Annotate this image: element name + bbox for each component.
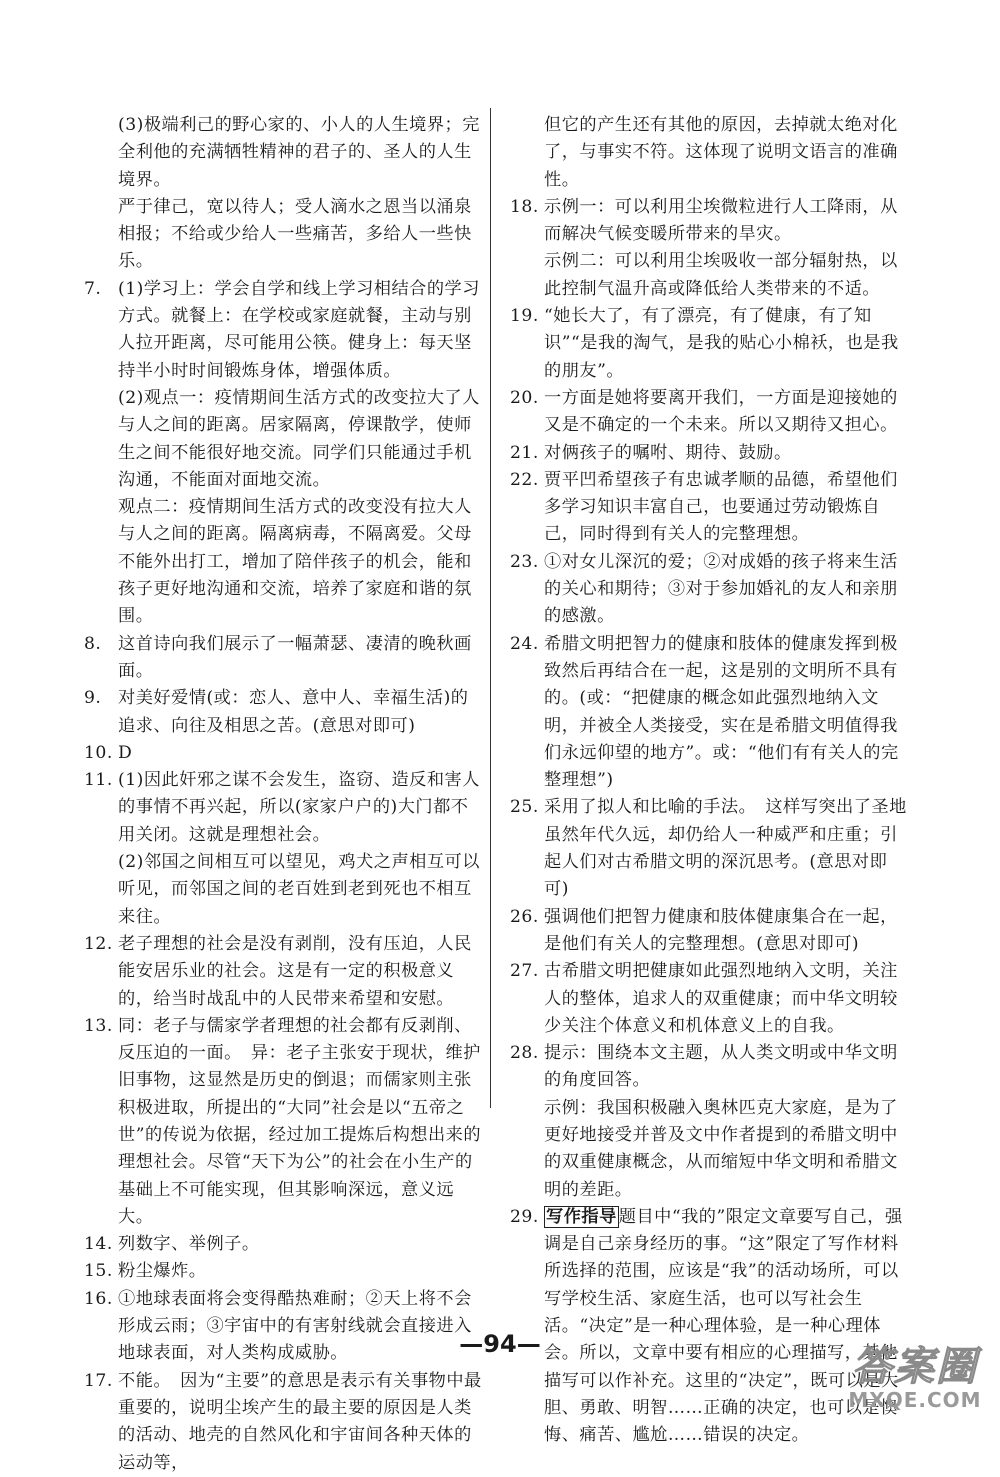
answer-item: 7. (1)学习上：学会自学和线上学习相结合的学习方式。就餐上：在学校或家庭就餐，主动与别人拉开距离，尽可能用公筷。健身上：每天坚持半小时时间锻炼身体，增强体质。 [84,276,482,385]
column-divider [490,108,491,1108]
answer-item: 19. “她长大了，有了漂亮，有了健康，有了知识”“是我的淘气，是我的贴心小棉袄，也是我的朋友”。 [510,303,908,385]
answer-item: 21. 对俩孩子的嘱咐、期待、鼓励。 [510,440,908,467]
answer-item: 24. 希腊文明把智力的健康和肢体的健康发挥到极致然后再结合在一起，这是别的文明所不具有的。(或：“把健康的概念如此强烈地纳入文明，并被全人类接受，实在是希腊文明值得我们永远仰望的地方”。或：“他们有有关人的完整理想”) [510,631,908,795]
item-number: 18. [510,196,539,217]
answer-item: 10. D [84,740,482,767]
item-number: 13. [84,1015,113,1036]
item-number: 8. [84,633,102,654]
item-number: 10. [84,742,113,763]
item-number: 17. [84,1370,113,1391]
watermark-bottom-text: MXQE.COM [848,1388,982,1412]
page-number: —94— [459,1330,541,1358]
item-number: 25. [510,797,539,818]
item-number: 11. [84,770,113,791]
answer-item: 13. 同：老子与儒家学者理想的社会都有反剥削、反压迫的一面。 异：老子主张安于现状，维护旧事物，这显然是历史的倒退；而儒家则主张积极进取，所提出的“大同”社会是以“五帝之世”的传说为依据，经过加工提炼后构想出来的理想社会。尽管“天下为公”的社会在小生产的基础上不可能实现，但其影响深远，意义远大。 [84,1013,482,1231]
answer-item: 但它的产生还有其他的原因，去掉就太绝对化了，与事实不符。这体现了说明文语言的准确性。 [544,115,898,190]
item-number: 26. [510,906,539,927]
item-number: 20. [510,387,539,408]
writing-guide-label: 写作指导 [546,1206,617,1227]
item-number: 27. [510,961,539,982]
answer-item: 示例：我国积极融入奥林匹克大家庭，是为了更好地接受并普及文中作者提到的希腊文明中的双重健康概念，从而缩短中华文明和希腊文明的差距。 [544,1097,898,1200]
item-number: 19. [510,306,539,327]
item-number: 24. [510,633,539,654]
item-number: 21. [510,442,539,463]
writing-guide-text: 题目中“我的”限定文章要写自己，强调是自己亲身经历的事。“这”限定了写作材料所选择的范围，应该是“我”的活动场所，可以写学校生活、家庭生活，也可以写社会生活。“决定”是一种心理体验，是一种心理体会。所以，文章中要有相应的心理描写，其他描写可以作补充。这里的“决定”，既可以是大胆、勇敢、明智……正确的决定，也可以是懊悔、痛苦、尴尬……错误的决定。 [544,1206,903,1446]
watermark-top-text: 答案圈 [852,1344,978,1390]
item-number: 29. [510,1206,539,1227]
answer-item: 20. 一方面是她将要离开我们，一方面是迎接她的又是不确定的一个未来。所以又期待又担心。 [510,385,908,440]
answer-item: 15. 粉尘爆炸。 [84,1258,482,1285]
left-column [84,112,482,1477]
answer-item: 17. 不能。 因为“主要”的意思是表示有关事物中最重要的，说明尘埃产生的最主要的原因是人类的活动、地壳的自然风化和宇宙间各种天体的运动等， [84,1368,482,1477]
answer-item: 12. 老子理想的社会是没有剥削，没有压迫，人民能安居乐业的社会。这是有一定的积极意义的，给当时战乱中的人民带来希望和安慰。 [84,931,482,1013]
item-number: 12. [84,933,113,954]
answer-item: 25. 采用了拟人和比喻的手法。 这样写突出了圣地虽然年代久远，却仍给人一种威严和庄重；引起人们对古希腊文明的深沉思考。(意思对即可) [510,794,908,903]
right-column [510,112,908,1450]
item-number: 7. [84,278,102,299]
watermark-logo [840,1345,990,1417]
answer-item: (3)极端利己的野心家的、小人的人生境界；完全利他的充满牺牲精神的君子的、圣人的人生境界。 [118,115,480,190]
answer-item: 18. 示例一：可以利用尘埃微粒进行人工降雨，从而解决气候变暖所带来的旱灾。 [510,194,908,249]
answer-item: 27. 古希腊文明把健康如此强烈地纳入文明，关注人的整体，追求人的双重健康；而中华文明较少关注个体意义和机体意义上的自我。 [510,958,908,1040]
answer-item: 9. 对美好爱情(或：恋人、意中人、幸福生活)的追求、向往及相思之苦。(意思对即可) [84,685,482,740]
answer-item: 14. 列数字、举例子。 [84,1231,482,1258]
answer-item: 16. ①地球表面将会变得酷热难耐；②天上将不会形成云雨；③宇宙中的有害射线就会直接进入地球表面，对人类构成威胁。 [84,1286,482,1368]
answer-item: 26. 强调他们把智力健康和肢体健康集合在一起，是他们有关人的完整理想。(意思对即可) [510,904,908,959]
answer-item: 观点二：疫情期间生活方式的改变没有拉大人与人之间的距离。隔离病毒，不隔离爱。父母不能外出打工，增加了陪伴孩子的机会，能和孩子更好地沟通和交流，培养了家庭和谐的氛围。 [118,497,472,627]
answer-item: 28. 提示：围绕本文主题，从人类文明或中华文明的角度回答。 [510,1040,908,1095]
item-number: 16. [84,1288,113,1309]
item-number: 22. [510,469,539,490]
item-number: 9. [84,688,102,709]
answer-item: (2)观点一：疫情期间生活方式的改变拉大了人与人之间的距离。居家隔离，停课散学，使师生之间不能很好地交流。同学们只能通过手机沟通，不能面对面地交流。 [118,387,480,490]
item-number: 28. [510,1043,539,1064]
answer-item: 11. (1)因此奸邪之谋不会发生，盗窃、造反和害人的事情不再兴起，所以(家家户户的)大门都不用关闭。这就是理想社会。 [84,767,482,849]
answer-item: (2)邻国之间相互可以望见，鸡犬之声相互可以听见，而邻国之间的老百姓到老到死也不相互来往。 [118,852,480,927]
answer-item: 8. 这首诗向我们展示了一幅萧瑟、凄清的晚秋画面。 [84,631,482,686]
item-number: 23. [510,551,539,572]
answer-item: 示例二：可以利用尘埃吸收一部分辐射热，以此控制气温升高或降低给人类带来的不适。 [544,251,898,299]
answer-item: 严于律己，宽以待人；受人滴水之恩当以涌泉相报；不给或少给人一些痛苦，多给人一些快乐。 [118,196,472,272]
item-number: 14. [84,1234,113,1255]
answer-item: 22. 贾平凹希望孩子有忠诚孝顺的品德，希望他们多学习知识丰富自己，也要通过劳动锻炼自己，同时得到有关人的完整理想。 [510,467,908,549]
answer-item: 23. ①对女儿深沉的爱；②对成婚的孩子将来生活的关心和期待；③对于参加婚礼的友人和亲朋的感激。 [510,549,908,631]
item-number: 15. [84,1261,113,1282]
